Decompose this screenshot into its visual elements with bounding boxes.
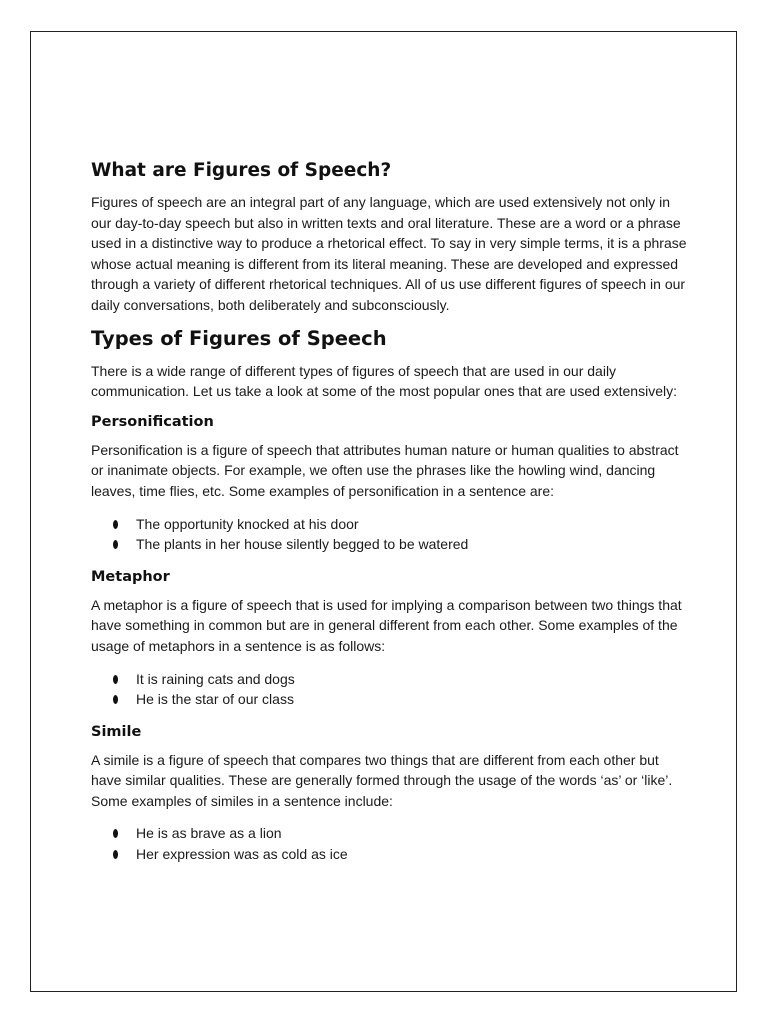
list-item-text: He is the star of our class	[136, 691, 294, 708]
list-item	[91, 514, 691, 535]
bullet-icon	[113, 520, 118, 529]
list-item	[91, 534, 691, 555]
types-intro-paragraph: There is a wide range of different types of figures of speech that are used in our daily communication. Let us take a look at some of the most popular ones that are used extensively:	[91, 362, 677, 400]
intro-paragraph: Figures of speech are an integral part of any language, which are used extensively not only in our day-to-day speech but also in written texts and oral literature. These are a word or a phrase used in a distinctive way to produce a rhetorical effect. To say in very simple terms, it is a phrase whose actual meaning is different from its literal meaning. These are developed and expressed through a variety of different rhetorical techniques. All of us use different figures of speech in our daily conversations, both deliberately and subconsciously.	[91, 194, 687, 313]
list-item-text: The plants in her house silently begged to be watered	[136, 536, 469, 553]
bullet-icon	[113, 675, 118, 684]
list-item	[91, 669, 691, 690]
list-item-text: Her expression was as cold as ice	[136, 846, 348, 863]
metaphor-body: A metaphor is a figure of speech that is used for implying a comparison between two things that have something in common but are in general different from each other. Some examples of the usage of metaphors in a sentence is as follows:	[91, 596, 682, 654]
list-item	[91, 844, 691, 865]
personification-body: Personification is a figure of speech that attributes human nature or human qualities to abstract or inanimate objects. For example, we often use the phrases like the howling wind, dancing leaves, time flies, etc. Some examples of personification in a sentence are:	[91, 441, 679, 499]
list-item	[91, 823, 691, 844]
personification-examples	[91, 514, 691, 555]
metaphor-heading: Metaphor	[91, 568, 170, 585]
metaphor-examples	[91, 669, 691, 710]
simile-examples	[91, 823, 691, 864]
bullet-icon	[113, 850, 118, 859]
bullet-icon	[113, 695, 118, 704]
bullet-icon	[113, 540, 118, 549]
simile-body: A simile is a figure of speech that compares two things that are different from each other but have similar qualities. These are generally formed through the usage of the words ‘as’ or ‘like’. Some examples of similes in a sentence include:	[91, 751, 673, 809]
document-content	[91, 159, 691, 877]
list-item-text: It is raining cats and dogs	[136, 670, 295, 687]
document-page	[30, 31, 737, 992]
list-item-text: The opportunity knocked at his door	[136, 515, 359, 532]
types-heading: Types of Figures of Speech	[91, 326, 387, 350]
list-item-text: He is as brave as a lion	[136, 825, 282, 842]
list-item	[91, 689, 691, 710]
simile-heading: Simile	[91, 723, 142, 740]
bullet-icon	[113, 829, 118, 838]
personification-heading: Personification	[91, 413, 214, 430]
page-title: What are Figures of Speech?	[91, 160, 392, 181]
